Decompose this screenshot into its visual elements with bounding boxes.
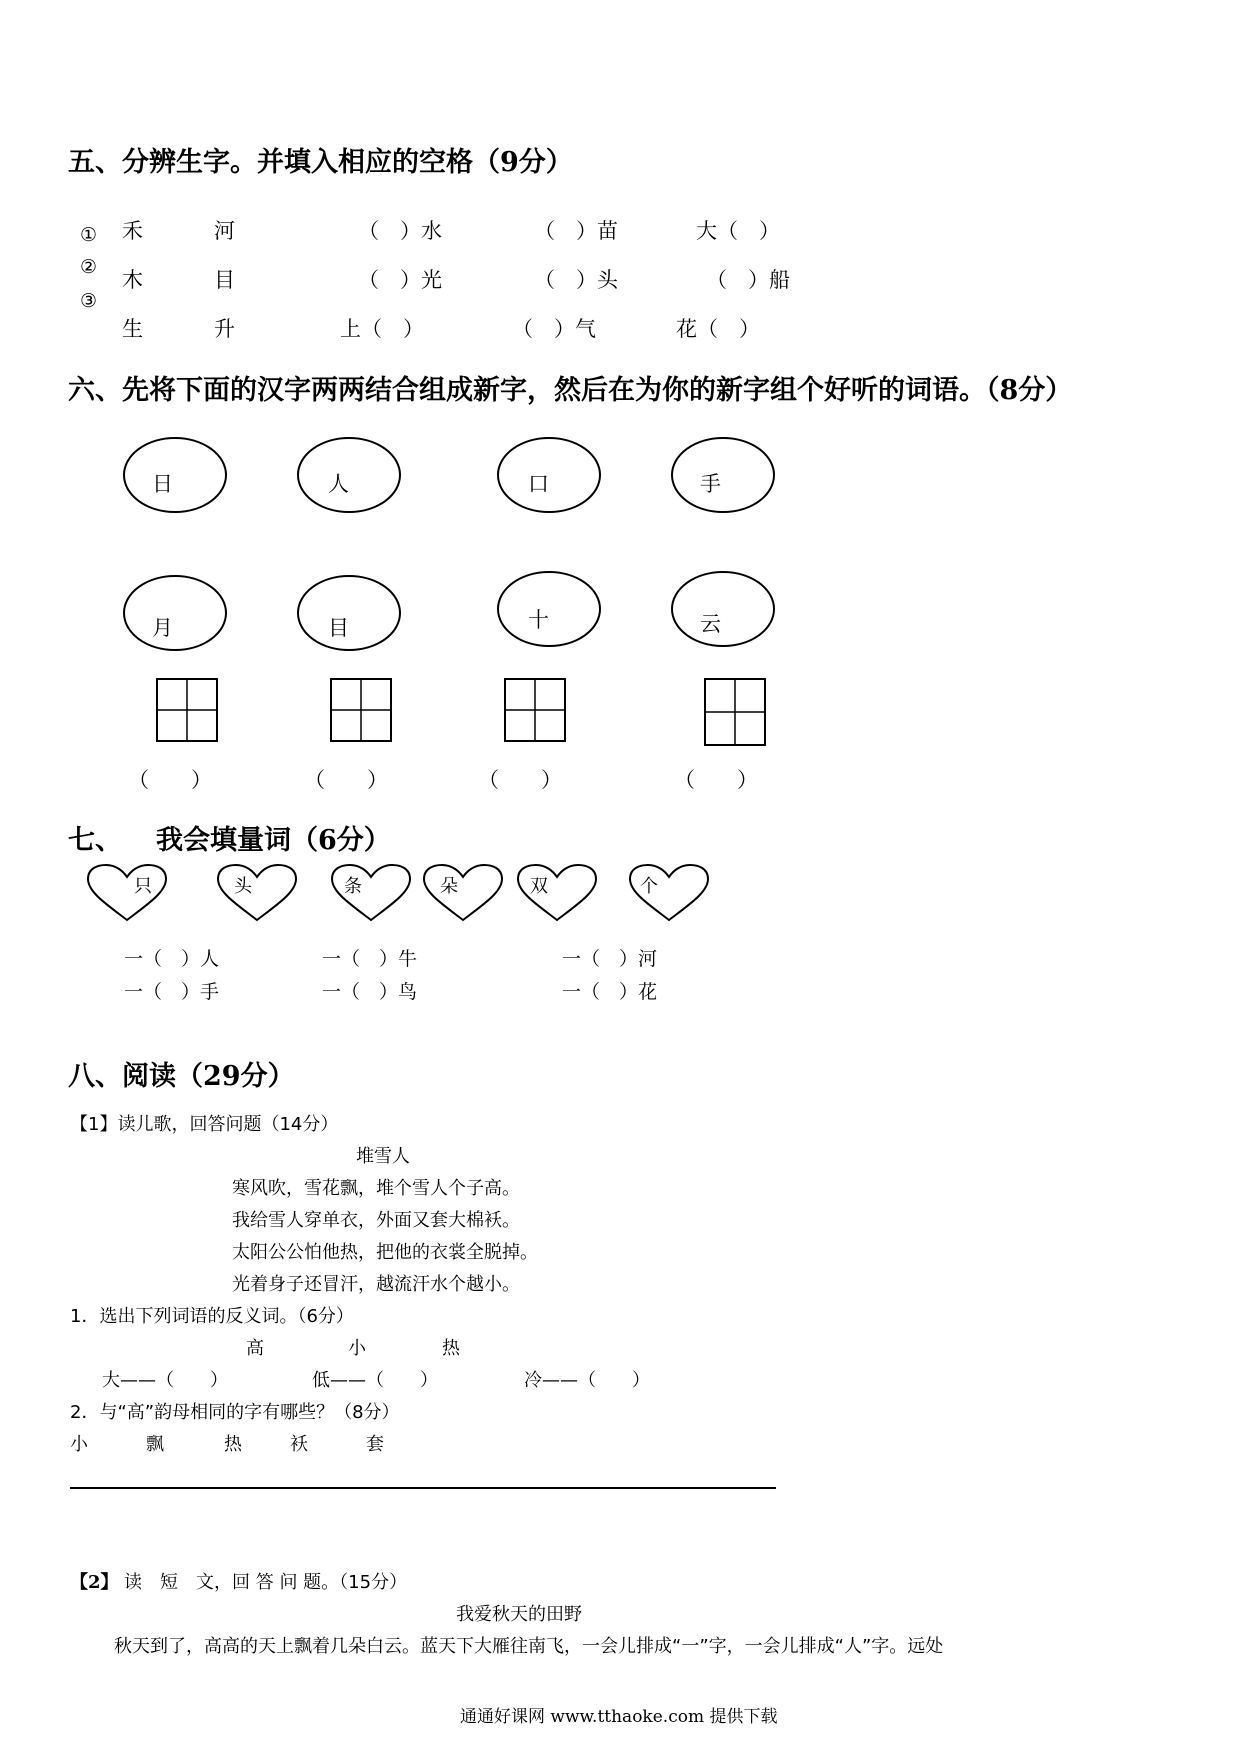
heart-3 [330, 864, 412, 922]
q2-char-3: 热 [224, 1434, 242, 1455]
heart-4 [422, 864, 504, 922]
heart-char-3: 条 [344, 876, 362, 897]
q1-option-1: 高 [246, 1338, 264, 1359]
blank-1[interactable]: （ ） [128, 768, 212, 792]
ellipse-8 [670, 570, 776, 648]
question-1: 1．选出下列词语的反义词。（6分） [70, 1306, 354, 1327]
circle-char-7: 十 [528, 608, 549, 632]
char-grid-3 [504, 678, 566, 742]
ellipse-6 [296, 574, 402, 652]
q2-char-1: 小 [70, 1434, 88, 1455]
reading-2-heading: 读 短 文，回 答 问 题。（15分） [124, 1572, 408, 1593]
s5-r2-c3: （ ）光 [358, 268, 442, 292]
section-6-title: 六、先将下面的汉字两两结合组成新字，然后在为你的新字组个好听的词语。（8分） [68, 375, 1073, 406]
s5-r1-c4: （ ）苗 [534, 219, 618, 243]
heart-5 [516, 864, 598, 922]
section-7-title: 我会填量词（6分） [156, 825, 391, 856]
poem-title: 堆雪人 [356, 1146, 410, 1167]
section-7-number: 七、 [68, 825, 122, 856]
s7-r1-c2: 一（ ）牛 [322, 948, 418, 970]
q2-char-5: 套 [366, 1434, 384, 1455]
q2-char-4: 袄 [290, 1434, 308, 1455]
s5-r3-c1: 生 [122, 317, 143, 341]
circle-char-6: 目 [328, 616, 349, 640]
heart-char-6: 个 [640, 876, 658, 897]
marker-3: ③ [80, 290, 98, 312]
s7-r2-c1: 一（ ）手 [124, 981, 220, 1003]
blank-3[interactable]: （ ） [478, 768, 562, 792]
ellipse-5 [122, 574, 228, 652]
heart-2 [216, 864, 298, 922]
blank-2[interactable]: （ ） [304, 768, 388, 792]
blank-4[interactable]: （ ） [674, 768, 758, 792]
question-2: 2．与“高”韵母相同的字有哪些？（8分） [70, 1402, 400, 1423]
answer-line[interactable] [70, 1487, 776, 1489]
s5-r2-c2: 目 [214, 268, 235, 292]
essay-line-1: 秋天到了，高高的天上飘着几朵白云。蓝天下大雁往南飞，一会儿排成“一”字，一会儿排成“人”字。远处 [114, 1636, 944, 1657]
q1-option-2: 小 [348, 1338, 366, 1359]
ellipse-7 [496, 570, 602, 648]
q1-pair-2: 低——（ ） [312, 1370, 438, 1391]
section-8-title: 八、阅读（29分） [68, 1061, 295, 1092]
page-footer: 通通好课网 www.tthaoke.com 提供下载 [460, 1707, 778, 1727]
char-grid-2 [330, 678, 392, 742]
s7-r1-c3: 一（ ）河 [562, 948, 658, 970]
marker-2: ② [80, 256, 98, 278]
s5-r3-c2: 升 [214, 317, 235, 341]
circle-char-2: 人 [328, 472, 349, 496]
q2-char-2: 飘 [146, 1434, 164, 1455]
circle-char-1: 日 [152, 472, 173, 496]
heart-char-5: 双 [530, 876, 548, 897]
s5-r1-c2: 河 [214, 219, 235, 243]
s5-r3-c4: （ ）气 [512, 317, 596, 341]
poem-line-2: 我给雪人穿单衣，外面又套大棉袄。 [232, 1210, 520, 1231]
q1-pair-3: 冷——（ ） [524, 1370, 650, 1391]
reading-2-label: 【2】 [70, 1572, 119, 1593]
s7-r1-c1: 一（ ）人 [124, 948, 220, 970]
ellipse-1 [122, 436, 228, 514]
circle-char-8: 云 [700, 612, 721, 636]
heart-char-2: 头 [234, 876, 252, 897]
s7-r2-c3: 一（ ）花 [562, 981, 658, 1003]
char-grid-4 [704, 678, 766, 746]
s5-r3-c5: 花（ ） [676, 317, 760, 341]
char-grid-1 [156, 678, 218, 742]
poem-line-4: 光着身子还冒汗，越流汗水个越小。 [232, 1274, 520, 1295]
poem-line-1: 寒风吹，雪花飘，堆个雪人个子高。 [232, 1178, 520, 1199]
circle-char-5: 月 [152, 616, 173, 640]
section-5-title: 五、分辨生字。并填入相应的空格（9分） [68, 147, 573, 178]
s5-r2-c4: （ ）头 [534, 268, 618, 292]
s5-r1-c1: 禾 [122, 219, 143, 243]
s5-r3-c3: 上（ ） [340, 317, 424, 341]
s5-r1-c3: （ ）水 [358, 219, 442, 243]
reading-1-heading: 【1】读儿歌，回答问题（14分） [70, 1114, 339, 1135]
heart-1 [86, 864, 168, 922]
s7-r2-c2: 一（ ）鸟 [322, 981, 418, 1003]
ellipse-3 [496, 436, 602, 514]
marker-1: ① [80, 224, 98, 246]
ellipse-2 [296, 436, 402, 514]
circle-char-3: 口 [528, 472, 549, 496]
ellipse-4 [670, 436, 776, 514]
s5-r1-c5: 大（ ） [696, 219, 780, 243]
s5-r2-c1: 木 [122, 268, 143, 292]
essay-title: 我爱秋天的田野 [456, 1604, 582, 1625]
q1-pair-1: 大——（ ） [102, 1370, 228, 1391]
heart-char-1: 只 [134, 876, 152, 897]
circle-char-4: 手 [700, 472, 721, 496]
q1-option-3: 热 [442, 1338, 460, 1359]
heart-char-4: 朵 [440, 876, 458, 897]
s5-r2-c5: （ ）船 [706, 268, 790, 292]
poem-line-3: 太阳公公怕他热，把他的衣裳全脱掉。 [232, 1242, 538, 1263]
